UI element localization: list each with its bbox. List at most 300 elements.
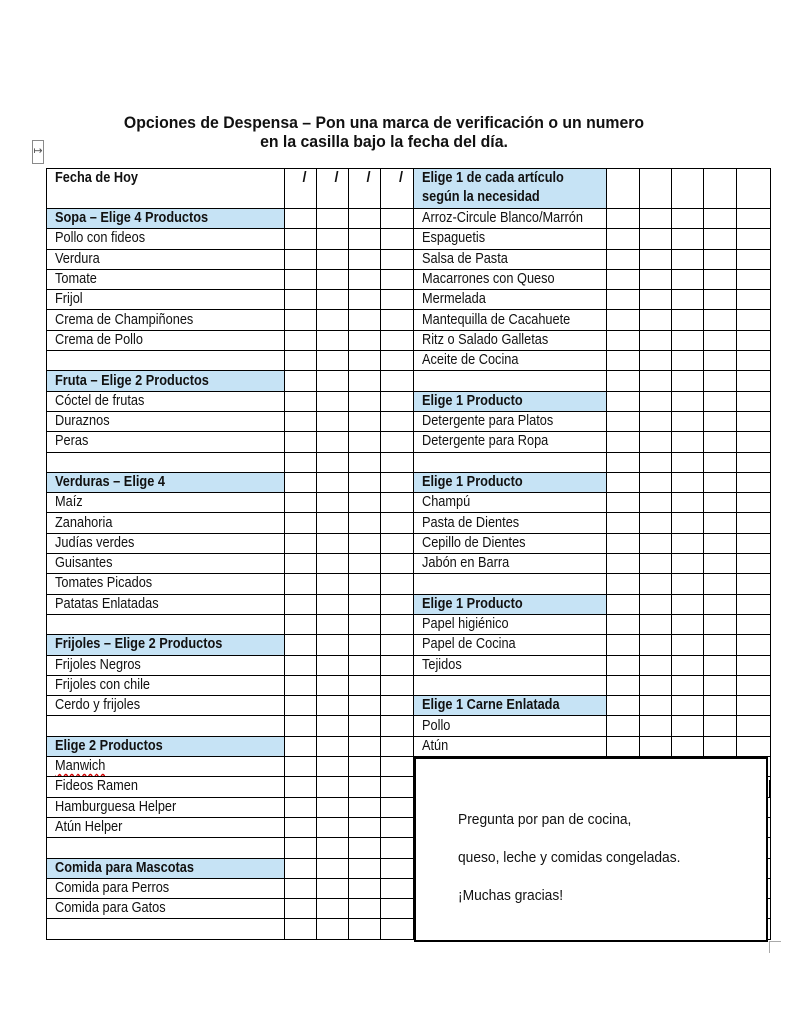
check-cell[interactable] xyxy=(285,716,317,736)
check-cell[interactable] xyxy=(381,513,414,533)
check-cell[interactable] xyxy=(381,716,414,736)
check-cell[interactable] xyxy=(607,169,640,209)
table-row xyxy=(47,736,771,756)
check-cell[interactable] xyxy=(672,371,704,391)
check-cell[interactable] xyxy=(349,391,381,411)
check-cell[interactable] xyxy=(672,655,704,675)
check-cell[interactable] xyxy=(285,493,317,513)
check-cell[interactable] xyxy=(672,696,704,716)
check-cell[interactable] xyxy=(349,716,381,736)
check-cell[interactable] xyxy=(349,777,381,797)
check-cell[interactable] xyxy=(349,594,381,614)
check-cell[interactable] xyxy=(317,614,349,634)
check-cell[interactable] xyxy=(317,594,349,614)
left-item-label: Tomate xyxy=(47,269,285,289)
check-cell[interactable] xyxy=(672,391,704,411)
check-cell[interactable] xyxy=(737,310,771,330)
check-cell[interactable] xyxy=(317,736,349,756)
check-cell[interactable] xyxy=(317,391,349,411)
check-cell[interactable] xyxy=(737,716,771,736)
check-cell[interactable] xyxy=(607,472,640,492)
check-cell[interactable] xyxy=(285,899,317,919)
left-item-label: Frijoles con chile xyxy=(47,675,285,695)
check-cell[interactable] xyxy=(317,635,349,655)
check-cell[interactable] xyxy=(607,310,640,330)
check-cell[interactable] xyxy=(704,635,737,655)
check-cell[interactable] xyxy=(317,269,349,289)
check-cell[interactable] xyxy=(381,472,414,492)
check-cell[interactable] xyxy=(381,675,414,695)
check-cell[interactable] xyxy=(381,614,414,634)
check-cell[interactable] xyxy=(317,675,349,695)
check-cell[interactable] xyxy=(317,513,349,533)
check-cell[interactable] xyxy=(349,310,381,330)
check-cell[interactable] xyxy=(704,493,737,513)
check-cell[interactable] xyxy=(285,229,317,249)
check-cell[interactable] xyxy=(381,817,414,837)
check-cell[interactable] xyxy=(381,635,414,655)
check-cell[interactable] xyxy=(672,411,704,431)
check-cell[interactable] xyxy=(640,655,672,675)
check-cell[interactable] xyxy=(737,229,771,249)
check-cell[interactable] xyxy=(349,635,381,655)
check-cell[interactable] xyxy=(349,574,381,594)
check-cell[interactable] xyxy=(607,249,640,269)
check-cell[interactable] xyxy=(607,655,640,675)
check-cell[interactable] xyxy=(349,554,381,574)
check-cell[interactable] xyxy=(285,310,317,330)
check-cell[interactable] xyxy=(607,229,640,249)
check-cell[interactable] xyxy=(317,696,349,716)
check-cell[interactable] xyxy=(381,899,414,919)
check-cell[interactable] xyxy=(317,432,349,452)
check-cell[interactable] xyxy=(285,878,317,898)
check-cell[interactable] xyxy=(349,614,381,634)
check-cell[interactable] xyxy=(737,554,771,574)
check-cell[interactable] xyxy=(607,533,640,553)
check-cell[interactable] xyxy=(640,472,672,492)
check-cell[interactable] xyxy=(349,432,381,452)
check-cell[interactable] xyxy=(672,269,704,289)
check-cell[interactable] xyxy=(640,452,672,472)
check-cell[interactable] xyxy=(381,310,414,330)
check-cell[interactable] xyxy=(672,209,704,229)
check-cell[interactable] xyxy=(737,290,771,310)
check-cell[interactable] xyxy=(381,432,414,452)
check-cell[interactable] xyxy=(704,411,737,431)
check-cell[interactable] xyxy=(285,838,317,858)
check-cell[interactable] xyxy=(317,574,349,594)
check-cell[interactable] xyxy=(672,635,704,655)
check-cell[interactable] xyxy=(672,513,704,533)
check-cell[interactable] xyxy=(607,269,640,289)
check-cell[interactable] xyxy=(381,858,414,878)
check-cell[interactable] xyxy=(349,411,381,431)
check-cell[interactable] xyxy=(285,696,317,716)
check-cell[interactable] xyxy=(640,533,672,553)
check-cell[interactable] xyxy=(704,229,737,249)
check-cell[interactable] xyxy=(737,351,771,371)
check-cell[interactable] xyxy=(704,513,737,533)
check-cell[interactable] xyxy=(607,554,640,574)
check-cell[interactable] xyxy=(349,533,381,553)
check-cell[interactable] xyxy=(607,614,640,634)
check-cell[interactable] xyxy=(317,229,349,249)
check-cell[interactable] xyxy=(317,899,349,919)
check-cell[interactable] xyxy=(381,797,414,817)
check-cell[interactable] xyxy=(737,169,771,209)
check-cell[interactable] xyxy=(704,310,737,330)
check-cell[interactable] xyxy=(285,371,317,391)
check-cell[interactable] xyxy=(607,411,640,431)
check-cell[interactable] xyxy=(381,351,414,371)
check-cell[interactable] xyxy=(381,574,414,594)
check-cell[interactable] xyxy=(285,574,317,594)
check-cell[interactable] xyxy=(704,169,737,209)
check-cell[interactable] xyxy=(607,513,640,533)
anchor-arrow-icon[interactable]: ↦ xyxy=(32,140,44,164)
check-cell[interactable] xyxy=(381,391,414,411)
check-cell[interactable] xyxy=(704,330,737,350)
check-cell[interactable] xyxy=(317,858,349,878)
check-cell[interactable] xyxy=(317,655,349,675)
check-cell[interactable] xyxy=(737,249,771,269)
check-cell[interactable] xyxy=(381,736,414,756)
check-cell[interactable] xyxy=(349,797,381,817)
check-cell[interactable] xyxy=(640,614,672,634)
check-cell[interactable] xyxy=(349,675,381,695)
check-cell[interactable] xyxy=(285,249,317,269)
check-cell[interactable] xyxy=(317,452,349,472)
check-cell[interactable] xyxy=(704,452,737,472)
check-cell[interactable] xyxy=(317,817,349,837)
check-cell[interactable] xyxy=(672,472,704,492)
check-cell[interactable] xyxy=(381,411,414,431)
check-cell[interactable] xyxy=(381,533,414,553)
check-cell[interactable] xyxy=(640,716,672,736)
date-slash[interactable]: / xyxy=(381,169,414,209)
check-cell[interactable] xyxy=(349,736,381,756)
check-cell[interactable] xyxy=(349,757,381,777)
check-cell[interactable] xyxy=(317,209,349,229)
check-cell[interactable] xyxy=(640,229,672,249)
check-cell[interactable] xyxy=(704,736,737,756)
check-cell[interactable] xyxy=(704,614,737,634)
check-cell[interactable] xyxy=(672,452,704,472)
check-cell[interactable] xyxy=(285,533,317,553)
check-cell[interactable] xyxy=(737,330,771,350)
check-cell[interactable] xyxy=(381,269,414,289)
check-cell[interactable] xyxy=(317,878,349,898)
check-cell[interactable] xyxy=(381,757,414,777)
check-cell[interactable] xyxy=(381,452,414,472)
check-cell[interactable] xyxy=(672,554,704,574)
check-cell[interactable] xyxy=(672,614,704,634)
check-cell[interactable] xyxy=(349,351,381,371)
check-cell[interactable] xyxy=(607,209,640,229)
check-cell[interactable] xyxy=(349,899,381,919)
check-cell[interactable] xyxy=(317,493,349,513)
left-item-label: Atún Helper xyxy=(47,817,285,837)
check-cell[interactable] xyxy=(285,432,317,452)
check-cell[interactable] xyxy=(672,493,704,513)
check-cell[interactable] xyxy=(317,777,349,797)
check-cell[interactable] xyxy=(607,452,640,472)
check-cell[interactable] xyxy=(285,858,317,878)
check-cell[interactable] xyxy=(381,838,414,858)
check-cell[interactable] xyxy=(737,635,771,655)
check-cell[interactable] xyxy=(285,594,317,614)
check-cell[interactable] xyxy=(317,472,349,492)
left-item-label: Frijoles Negros xyxy=(47,655,285,675)
check-cell[interactable] xyxy=(317,351,349,371)
check-cell[interactable] xyxy=(285,411,317,431)
check-cell[interactable] xyxy=(704,554,737,574)
check-cell[interactable] xyxy=(640,391,672,411)
check-cell[interactable] xyxy=(607,330,640,350)
check-cell[interactable] xyxy=(672,432,704,452)
check-cell[interactable] xyxy=(704,391,737,411)
check-cell[interactable] xyxy=(381,249,414,269)
check-cell[interactable] xyxy=(704,269,737,289)
check-cell[interactable] xyxy=(285,554,317,574)
check-cell[interactable] xyxy=(317,797,349,817)
date-slash[interactable]: / xyxy=(349,169,381,209)
check-cell[interactable] xyxy=(672,249,704,269)
check-cell[interactable] xyxy=(317,554,349,574)
check-cell[interactable] xyxy=(737,452,771,472)
check-cell[interactable] xyxy=(737,209,771,229)
check-cell[interactable] xyxy=(640,371,672,391)
check-cell[interactable] xyxy=(737,472,771,492)
check-cell[interactable] xyxy=(607,574,640,594)
check-cell[interactable] xyxy=(704,594,737,614)
check-cell[interactable] xyxy=(317,330,349,350)
check-cell[interactable] xyxy=(737,736,771,756)
check-cell[interactable] xyxy=(704,432,737,452)
check-cell[interactable] xyxy=(672,310,704,330)
check-cell[interactable] xyxy=(672,675,704,695)
check-cell[interactable] xyxy=(381,290,414,310)
check-cell[interactable] xyxy=(704,696,737,716)
check-cell[interactable] xyxy=(285,391,317,411)
check-cell[interactable] xyxy=(317,919,349,939)
check-cell[interactable] xyxy=(349,513,381,533)
check-cell[interactable] xyxy=(737,391,771,411)
check-cell[interactable] xyxy=(285,635,317,655)
check-cell[interactable] xyxy=(737,432,771,452)
check-cell[interactable] xyxy=(381,594,414,614)
check-cell[interactable] xyxy=(349,838,381,858)
check-cell[interactable] xyxy=(607,736,640,756)
check-cell[interactable] xyxy=(737,614,771,634)
check-cell[interactable] xyxy=(737,574,771,594)
check-cell[interactable] xyxy=(607,493,640,513)
check-cell[interactable] xyxy=(381,229,414,249)
check-cell[interactable] xyxy=(672,229,704,249)
check-cell[interactable] xyxy=(607,675,640,695)
left-section-header: Frijoles – Elige 2 Productos xyxy=(47,635,285,655)
check-cell[interactable] xyxy=(607,391,640,411)
check-cell[interactable] xyxy=(640,330,672,350)
check-cell[interactable] xyxy=(607,696,640,716)
check-cell[interactable] xyxy=(285,472,317,492)
check-cell[interactable] xyxy=(640,290,672,310)
check-cell[interactable] xyxy=(704,716,737,736)
check-cell[interactable] xyxy=(704,533,737,553)
check-cell[interactable] xyxy=(285,736,317,756)
check-cell[interactable] xyxy=(737,411,771,431)
check-cell[interactable] xyxy=(349,330,381,350)
check-cell[interactable] xyxy=(349,919,381,939)
check-cell[interactable] xyxy=(672,736,704,756)
check-cell[interactable] xyxy=(737,533,771,553)
check-cell[interactable] xyxy=(349,817,381,837)
check-cell[interactable] xyxy=(672,169,704,209)
check-cell[interactable] xyxy=(640,351,672,371)
check-cell[interactable] xyxy=(737,675,771,695)
check-cell[interactable] xyxy=(737,594,771,614)
check-cell[interactable] xyxy=(607,635,640,655)
check-cell[interactable] xyxy=(737,269,771,289)
check-cell[interactable] xyxy=(285,675,317,695)
check-cell[interactable] xyxy=(607,594,640,614)
check-cell[interactable] xyxy=(607,432,640,452)
check-cell[interactable] xyxy=(317,310,349,330)
check-cell[interactable] xyxy=(381,655,414,675)
check-cell[interactable] xyxy=(640,269,672,289)
check-cell[interactable] xyxy=(349,878,381,898)
check-cell[interactable] xyxy=(285,817,317,837)
check-cell[interactable] xyxy=(349,290,381,310)
check-cell[interactable] xyxy=(381,209,414,229)
check-cell[interactable] xyxy=(349,452,381,472)
right-item-label: Atún xyxy=(414,736,607,756)
check-cell[interactable] xyxy=(704,249,737,269)
check-cell[interactable] xyxy=(704,351,737,371)
check-cell[interactable] xyxy=(640,574,672,594)
check-cell[interactable] xyxy=(737,655,771,675)
check-cell[interactable] xyxy=(349,209,381,229)
check-cell[interactable] xyxy=(607,371,640,391)
check-cell[interactable] xyxy=(349,472,381,492)
check-cell[interactable] xyxy=(640,696,672,716)
check-cell[interactable] xyxy=(737,371,771,391)
check-cell[interactable] xyxy=(381,696,414,716)
check-cell[interactable] xyxy=(285,209,317,229)
check-cell[interactable] xyxy=(640,554,672,574)
check-cell[interactable] xyxy=(640,513,672,533)
left-item-label: Maíz xyxy=(47,493,285,513)
check-cell[interactable] xyxy=(285,330,317,350)
date-slash[interactable]: / xyxy=(285,169,317,209)
check-cell[interactable] xyxy=(285,351,317,371)
check-cell[interactable] xyxy=(672,574,704,594)
check-cell[interactable] xyxy=(317,533,349,553)
check-cell[interactable] xyxy=(285,757,317,777)
check-cell[interactable] xyxy=(317,716,349,736)
check-cell[interactable] xyxy=(285,614,317,634)
date-slash[interactable]: / xyxy=(317,169,349,209)
check-cell[interactable] xyxy=(607,351,640,371)
check-cell[interactable] xyxy=(349,655,381,675)
check-cell[interactable] xyxy=(704,290,737,310)
check-cell[interactable] xyxy=(285,452,317,472)
check-cell[interactable] xyxy=(349,493,381,513)
check-cell[interactable] xyxy=(640,209,672,229)
check-cell[interactable] xyxy=(672,533,704,553)
check-cell[interactable] xyxy=(285,919,317,939)
check-cell[interactable] xyxy=(640,675,672,695)
check-cell[interactable] xyxy=(285,797,317,817)
check-cell[interactable] xyxy=(381,554,414,574)
check-cell[interactable] xyxy=(381,493,414,513)
check-cell[interactable] xyxy=(285,655,317,675)
check-cell[interactable] xyxy=(640,432,672,452)
check-cell[interactable] xyxy=(640,249,672,269)
check-cell[interactable] xyxy=(640,493,672,513)
check-cell[interactable] xyxy=(640,169,672,209)
check-cell[interactable] xyxy=(349,858,381,878)
check-cell[interactable] xyxy=(704,472,737,492)
left-section-header: Verduras – Elige 4 xyxy=(47,472,285,492)
check-cell[interactable] xyxy=(737,493,771,513)
check-cell[interactable] xyxy=(285,269,317,289)
check-cell[interactable] xyxy=(640,736,672,756)
left-item-label: Tomates Picados xyxy=(47,574,285,594)
check-cell[interactable] xyxy=(704,675,737,695)
check-cell[interactable] xyxy=(381,371,414,391)
check-cell[interactable] xyxy=(317,757,349,777)
check-cell[interactable] xyxy=(381,777,414,797)
check-cell[interactable] xyxy=(704,574,737,594)
check-cell[interactable] xyxy=(704,209,737,229)
left-item-label xyxy=(47,614,285,634)
check-cell[interactable] xyxy=(381,878,414,898)
check-cell[interactable] xyxy=(607,716,640,736)
check-cell[interactable] xyxy=(349,249,381,269)
check-cell[interactable] xyxy=(672,290,704,310)
check-cell[interactable] xyxy=(349,696,381,716)
check-cell[interactable] xyxy=(640,635,672,655)
check-cell[interactable] xyxy=(349,269,381,289)
check-cell[interactable] xyxy=(672,594,704,614)
check-cell[interactable] xyxy=(381,919,414,939)
check-cell[interactable] xyxy=(640,594,672,614)
check-cell[interactable] xyxy=(349,371,381,391)
check-cell[interactable] xyxy=(317,838,349,858)
check-cell[interactable] xyxy=(317,411,349,431)
check-cell[interactable] xyxy=(317,371,349,391)
check-cell[interactable] xyxy=(672,330,704,350)
check-cell[interactable] xyxy=(704,371,737,391)
check-cell[interactable] xyxy=(285,777,317,797)
check-cell[interactable] xyxy=(672,716,704,736)
check-cell[interactable] xyxy=(640,310,672,330)
check-cell[interactable] xyxy=(317,290,349,310)
check-cell[interactable] xyxy=(317,249,349,269)
check-cell[interactable] xyxy=(737,513,771,533)
check-cell[interactable] xyxy=(737,696,771,716)
check-cell[interactable] xyxy=(672,351,704,371)
check-cell[interactable] xyxy=(285,513,317,533)
check-cell[interactable] xyxy=(607,290,640,310)
check-cell[interactable] xyxy=(381,330,414,350)
check-cell[interactable] xyxy=(349,229,381,249)
check-cell[interactable] xyxy=(704,655,737,675)
check-cell[interactable] xyxy=(640,411,672,431)
check-cell[interactable] xyxy=(285,290,317,310)
